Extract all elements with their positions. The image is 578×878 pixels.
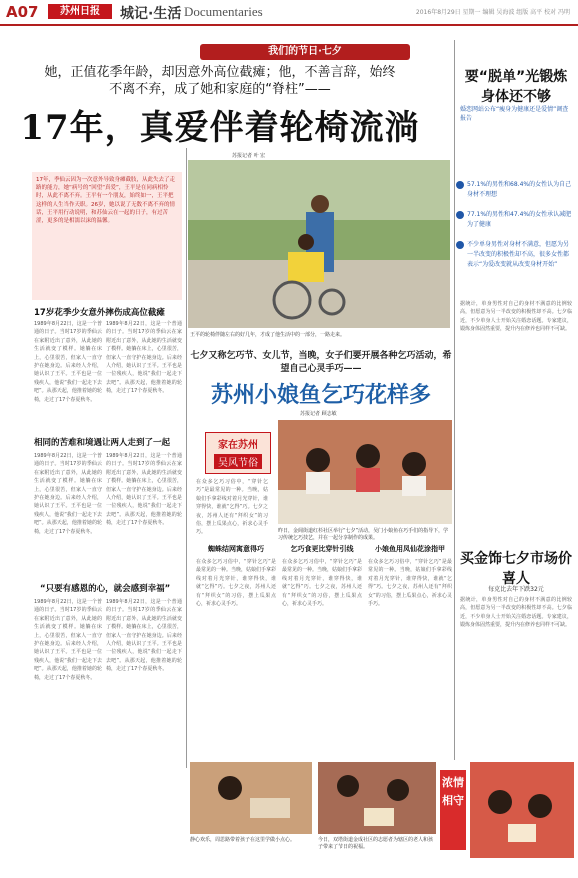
subhead-2: 相同的苦难和境遇让两人走到了一起 <box>34 438 171 448</box>
story2-column-2: 在众多乞巧习俗中，“穿针乞巧”是最常见的一种。当晚，姑娘们手拿彩线对着月光穿针，谁穿得快，谁就“乞得”巧。七夕之夜，苏州人还有“拜织女”的习俗，摆上瓜果点心，祈求心灵手巧。 <box>282 559 363 608</box>
bullet-1-text: 57.1%的男性和68.4%的女性认为自己身材不理想 <box>467 181 572 198</box>
nongqing-label: 浓情相守 <box>440 770 466 850</box>
bottom-photo-right <box>318 762 436 834</box>
column-tag <box>205 432 271 474</box>
main-lead: 17年，季仙云因为一次意外导致身瘫截肢，从此失去了走路的能力，她“病号的”回望“真爱”，王平是在同病相怜时，从此不离不弃。王平有一个朋友，始终如一，王平把这样的人生当作天职。26岁，她以说了无数不离不弃的情话，王平用行动说明，和苏仙云在一起的日子，有过苦涩，更多的是相濡以沫的温馨。 <box>32 172 182 300</box>
story2-col3-heading: 小娘鱼用凤仙花涂指甲 <box>375 545 445 553</box>
section-english: Documentaries <box>184 4 263 19</box>
right-body-2: 据统计，单身男性对自己的身材不满意的比例较高，但愿意为另一半改变的积极性却不高。七夕临近，不少单身人士开始关注婚恋话题。专家建议，锻炼身体固然重要，提升内在修养也同样不可缺。 <box>460 597 572 629</box>
bottom-photo-left <box>190 762 312 834</box>
bottom-photo-far-right <box>470 762 574 858</box>
story2-byline: 苏报记者 顾志敏 <box>300 411 337 417</box>
main-column-6: 1989年8月22日，这是一个普通的日子。当时17岁的季仙云在家附近出了意外，从此她的生活就变了模样。她躺在床上，心里很苦，但家人一直守护在她身边。后来经人介绍，她认识了王平。王平也是一位残疾人，他说“我们一起走下去吧”。从那天起，他推着她的轮椅，走过了17个春夏秋冬。 <box>106 599 182 673</box>
column-divider-right <box>454 40 455 760</box>
column-tag-bottom: 吴风节俗 <box>214 454 262 469</box>
main-column-1: 1989年8月22日，这是一个普通的日子。当时17岁的季仙云在家附近出了意外，从此她的生活就变了模样。她躺在床上，心里很苦，但家人一直守护在她身边。后来经人介绍，她认识了王平。王平也是一位残疾人，他说“我们一起走下去吧”。从那天起，他推着她的轮椅，走过了17个春夏秋冬。 <box>34 321 102 403</box>
page-number: A07 <box>6 3 39 21</box>
story2-col2-heading: 乞巧食更比穿针引线 <box>290 545 354 553</box>
section-name: 城记·生活 <box>120 6 182 22</box>
main-photo <box>188 160 450 328</box>
bullet-3-text: 不少单身男性对身材不满意，但愿为另一半改变的积极性却不高，很多女性都表示“为爱改变就从改变身材开始” <box>467 241 570 268</box>
issue-meta: 2016年8月29日 星期一 编辑 吴海波 组版 高平 校对 冯明 <box>415 9 570 16</box>
main-photo-caption: 王平的轮椅伴随左右的好几年，才成了他生活中的一部分，一路走来。 <box>190 332 346 338</box>
main-headline: 17年，真爱伴着轮椅流淌 <box>20 108 420 148</box>
subhead-1: 17岁花季少女意外摔伤成高位截瘫 <box>34 308 165 318</box>
bottom-photo-left-scene <box>190 762 312 834</box>
main-photo-scene <box>188 160 450 328</box>
bullet-2-text: 77.1%的男性和47.4%的女性承认减肥为了健康 <box>467 211 572 228</box>
paper-logo: 苏州日报 <box>48 4 112 19</box>
main-column-3: 1989年8月22日，这是一个普通的日子。当时17岁的季仙云在家附近出了意外，从此她的生活就变了模样。她躺在床上，心里很苦，但家人一直守护在她身边。后来经人介绍，她认识了王平。王平也是一位残疾人，他说“我们一起走下去吧”。从那天起，他推着她的轮椅，走过了17个春夏秋冬。 <box>34 453 102 535</box>
column-tag-top: 家在苏州 <box>218 440 258 451</box>
bottom-photo-right-scene <box>318 762 436 834</box>
main-column-4: 1989年8月22日，这是一个普通的日子。当时17岁的季仙云在家附近出了意外，从此她的生活就变了模样。她躺在床上，心里很苦，但家人一直守护在她身边。后来经人介绍，她认识了王平。王平也是一位残疾人，他说“我们一起走下去吧”。从那天起，他推着她的轮椅，走过了17个春夏秋冬。 <box>106 453 182 527</box>
story2-intro: 在众多乞巧习俗中，“穿针乞巧”是最常见的一种。当晚，姑娘们手拿彩线对着月光穿针，谁穿得快，谁就“乞得”巧。七夕之夜，苏州人还有“拜织女”的习俗，摆上瓜果点心，祈求心灵手巧。 <box>196 479 268 536</box>
right-body-1: 据统计，单身男性对自己的身材不满意的比例较高，但愿意为另一半改变的积极性却不高。七夕临近，不少单身人士开始关注婚恋话题。专家建议，锻炼身体固然重要，提升内在修养也同样不可缺。 <box>460 301 572 333</box>
bullet-2-icon <box>456 211 464 219</box>
bottom-photo-far-right-scene <box>470 762 574 858</box>
subhead-3: “只要有感恩的心，就会感到幸福” <box>40 584 171 594</box>
column-divider-left <box>186 148 187 768</box>
main-photo-credit: 苏报记者 叶 宏 <box>232 153 266 159</box>
right-subtitle: 婚恋网站公布“瘦身为健康还是爱情”调查报告 <box>460 106 569 122</box>
story2-photo-caption: 昨日，金阊街道红杉社区举行“七夕”活动，吴门小娘鱼在巧手们的指导下，学习传统乞巧技艺，并在一起分享制作的成果。 <box>278 528 449 541</box>
story2-deck: 七夕又称乞巧节、女儿节，当晚，女子们要开展各种乞巧活动，希望自己心灵手巧—— <box>190 351 452 374</box>
festival-banner: 我们的节日·七夕 <box>200 44 410 60</box>
main-deck: 她，正值花季年龄，却因意外高位截瘫；他，不善言辞，始终不离不弃，成了她和家庭的“脊柱”—— <box>44 65 396 97</box>
bullet-2 <box>456 210 574 230</box>
main-column-5: 1989年8月22日，这是一个普通的日子。当时17岁的季仙云在家附近出了意外，从此她的生活就变了模样。她躺在床上，心里很苦，但家人一直守护在她身边。后来经人介绍，她认识了王平。王平也是一位残疾人，他说“我们一起走下去吧”。从那天起，他推着她的轮椅，走过了17个春夏秋冬。 <box>34 599 102 681</box>
story2-col1-heading: 蜘蛛结网寓意得巧 <box>208 545 264 553</box>
bottom-caption-left: 静心欢乐，周思路带着孩子在这里学做小点心。 <box>190 837 296 843</box>
main-column-2: 1989年8月22日，这是一个普通的日子。当时17岁的季仙云在家附近出了意外，从此她的生活就变了模样。她躺在床上，心里很苦，但家人一直守护在她身边。后来经人介绍，她认识了王平。王平也是一位残疾人，他说“我们一起走下去吧”。从那天起，他推着她的轮椅，走过了17个春夏秋冬。 <box>106 321 182 395</box>
story2-column-3: 在众多乞巧习俗中，“穿针乞巧”是最常见的一种。当晚，姑娘们手拿彩线对着月光穿针，谁穿得快，谁就“乞得”巧。七夕之夜，苏州人还有“拜织女”的习俗，摆上瓜果点心，祈求心灵手巧。 <box>368 559 452 608</box>
story2-column-1: 在众多乞巧习俗中，“穿针乞巧”是最常见的一种。当晚，姑娘们手拿彩线对着月光穿针，谁穿得快，谁就“乞得”巧。七夕之夜，苏州人还有“拜织女”的习俗，摆上瓜果点心，祈求心灵手巧。 <box>196 559 277 608</box>
story2-title: 苏州小娘鱼乞巧花样多 <box>210 382 431 408</box>
right-subtitle-2: 每克比去年下跌32元 <box>488 586 544 593</box>
right-title: 要“脱单”光锻炼身体还不够 <box>464 69 568 105</box>
story2-photo <box>278 420 452 524</box>
bullet-1-icon <box>456 181 464 189</box>
bottom-caption-right: 今日，双塔街道金成社区的志愿者为辖区的老人和孩子带来了节日的祝福。 <box>318 837 434 850</box>
story2-photo-scene <box>278 420 452 524</box>
right-title-2: 买金饰七夕市场价喜人 <box>460 551 572 587</box>
bullet-1 <box>456 180 574 200</box>
bullet-3 <box>456 240 574 270</box>
bullet-3-icon <box>456 241 464 249</box>
